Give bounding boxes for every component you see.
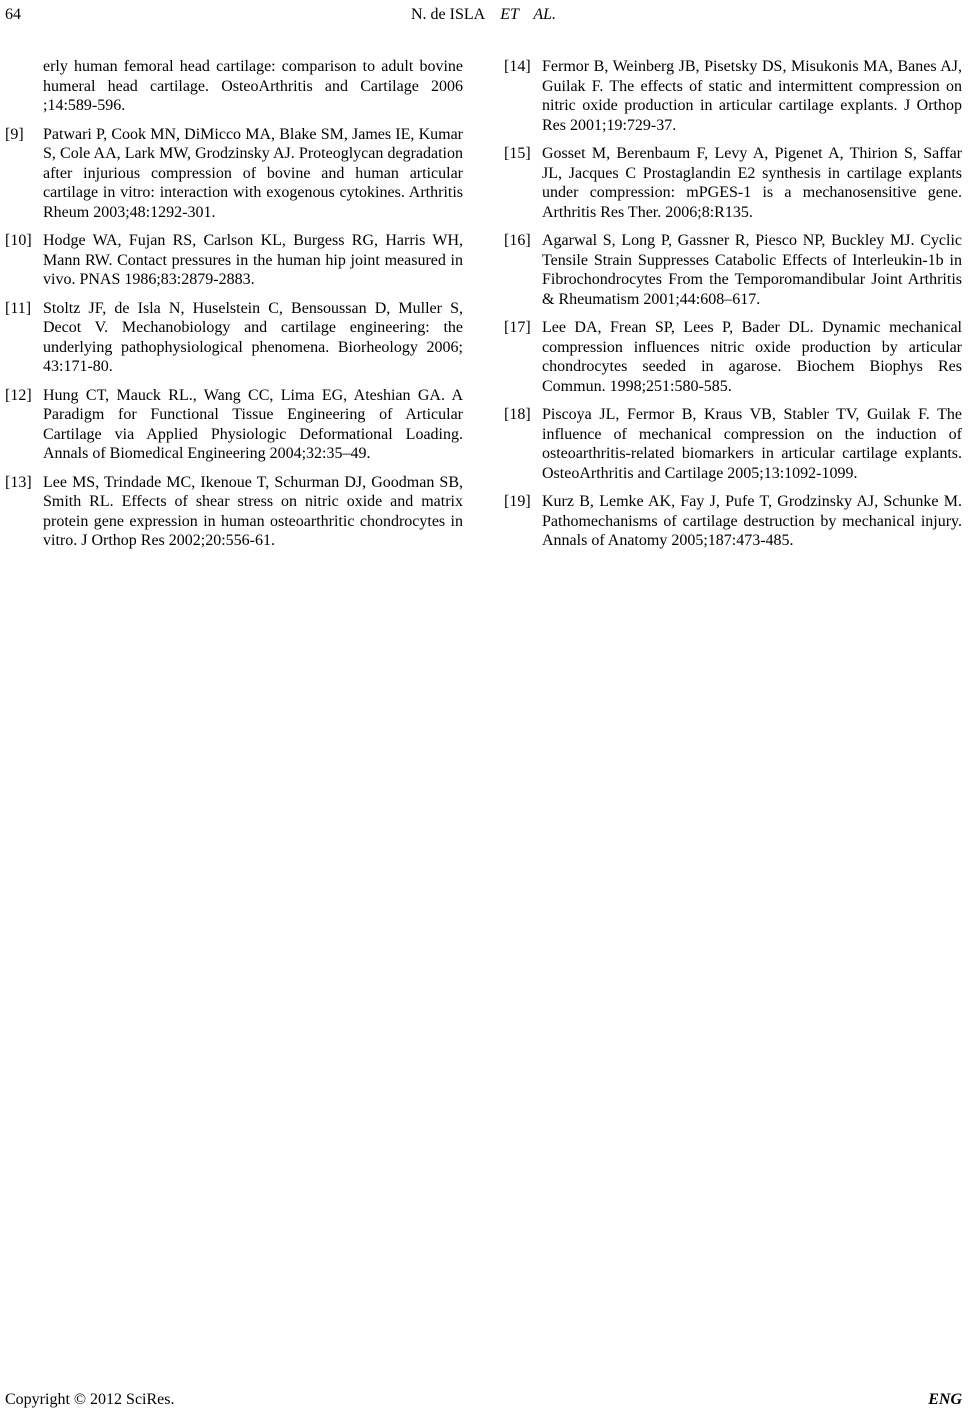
page-header bbox=[5, 6, 962, 26]
reference-entry bbox=[5, 57, 463, 116]
references-column-left bbox=[5, 57, 463, 560]
reference-text: Agarwal S, Long P, Gassner R, Piesco NP, Buckley MJ. Cyclic Tensile Strain Suppresses Catabolic Effects of Interleukin-1b in Fibrochondrocytes From the Temporomandibular Joint Arthritis & Rheumatism 2001;44:608–617. bbox=[542, 232, 962, 308]
reference-number: [11] bbox=[5, 299, 32, 317]
page-number: 64 bbox=[5, 6, 21, 23]
reference-entry bbox=[5, 125, 463, 223]
copyright-notice: Copyright © 2012 SciRes. bbox=[5, 1391, 175, 1408]
reference-number: [15] bbox=[504, 145, 531, 162]
reference-text: Lee DA, Frean SP, Lees P, Bader DL. Dynamic mechanical compression influences nitric oxide production by articular chondrocytes seeded in agarose. Biochem Biophys Res Commun. 1998;251:580-585. bbox=[542, 319, 962, 395]
reference-number: [18] bbox=[504, 406, 531, 423]
reference-text: Lee MS, Trindade MC, Ikenoue T, Schurman DJ, Goodman SB, Smith RL. Effects of shear stress on nitric oxide and matrix protein gene expression in human osteoarthritic chondrocytes in vitro. J Orthop Res 2002;20:556-61. bbox=[43, 473, 463, 549]
reference-entry bbox=[504, 405, 962, 483]
reference-number: [16] bbox=[504, 232, 531, 249]
running-title-authors: N. de ISLA bbox=[411, 6, 486, 23]
reference-text: Piscoya JL, Fermor B, Kraus VB, Stabler TV, Guilak F. The influence of mechanical compression on the induction of osteoarthritis-related biomarkers in articular cartilage explants. OsteoArthritis and Cartilage 2005;13:1092-1099. bbox=[542, 406, 962, 482]
reference-number: [19] bbox=[504, 493, 531, 510]
reference-text: Patwari P, Cook MN, DiMicco MA, Blake SM, James IE, Kumar S, Cole AA, Lark MW, Grodzinsky AJ. Proteoglycan degradation after injurious compression of bovine and human articular cartilage in vitro: interaction with exogenous cytokines. Arthritis Rheum 2003;48:1292-301. bbox=[43, 125, 463, 221]
reference-entry bbox=[504, 492, 962, 551]
reference-text: Stoltz JF, de Isla N, Huselstein C, Bensoussan D, Muller S, Decot V. Mechanobiology and cartilage engineering: the underlying pathophysiological phenomena. Biorheology 2006; 43:171-80. bbox=[43, 299, 463, 375]
reference-entry bbox=[504, 144, 962, 222]
reference-number: [13] bbox=[5, 473, 32, 491]
reference-text: Kurz B, Lemke AK, Fay J, Pufe T, Grodzinsky AJ, Schunke M. Pathomechanisms of cartilage destruction by mechanical injury. Annals of Anatomy 2005;187:473-485. bbox=[542, 493, 962, 549]
reference-entry bbox=[504, 231, 962, 309]
reference-entry bbox=[5, 299, 463, 377]
running-title bbox=[5, 6, 962, 24]
reference-number: [9] bbox=[5, 125, 24, 143]
reference-number: [10] bbox=[5, 232, 32, 249]
reference-number: [17] bbox=[504, 319, 531, 336]
reference-text: Hung CT, Mauck RL., Wang CC, Lima EG, Ateshian GA. A Paradigm for Functional Tissue Engineering of Articular Cartilage via Applied Physiologic Deformational Loading. Annals of Biomedical Engineering 2004;32:35–49. bbox=[43, 386, 463, 462]
reference-entry bbox=[504, 318, 962, 396]
reference-text: Fermor B, Weinberg JB, Pisetsky DS, Misukonis MA, Banes AJ, Guilak F. The effects of static and intermittent compression on nitric oxide production in articular cartilage explants. J Orthop Res 2001;19:729-37. bbox=[542, 58, 962, 134]
reference-entry bbox=[504, 57, 962, 135]
reference-text: Gosset M, Berenbaum F, Levy A, Pigenet A, Thirion S, Saffar JL, Jacques C Prostaglandin E2 synthesis in cartilage explants under compression: mPGES-1 is a mechanosensitive gene. Arthritis Res Ther. 2006;8:R135. bbox=[542, 145, 962, 221]
reference-entry bbox=[5, 231, 463, 290]
reference-text: erly human femoral head cartilage: comparison to adult bovine humeral head cartilage. OsteoArthritis and Cartilage 2006 ;14:589-596. bbox=[43, 58, 463, 114]
reference-entry bbox=[5, 473, 463, 551]
reference-number bbox=[5, 57, 43, 116]
reference-number: [12] bbox=[5, 386, 32, 404]
journal-code: ENG bbox=[928, 1391, 962, 1408]
reference-entry bbox=[5, 386, 463, 464]
running-title-et-al: ET AL. bbox=[500, 6, 556, 23]
page-footer bbox=[5, 1391, 962, 1409]
references-column-right bbox=[504, 57, 962, 560]
reference-text: Hodge WA, Fujan RS, Carlson KL, Burgess RG, Harris WH, Mann RW. Contact pressures in the human hip joint measured in vivo. PNAS 1986;83:2879-2883. bbox=[43, 232, 463, 288]
reference-number: [14] bbox=[504, 58, 531, 75]
references-section bbox=[5, 57, 962, 560]
